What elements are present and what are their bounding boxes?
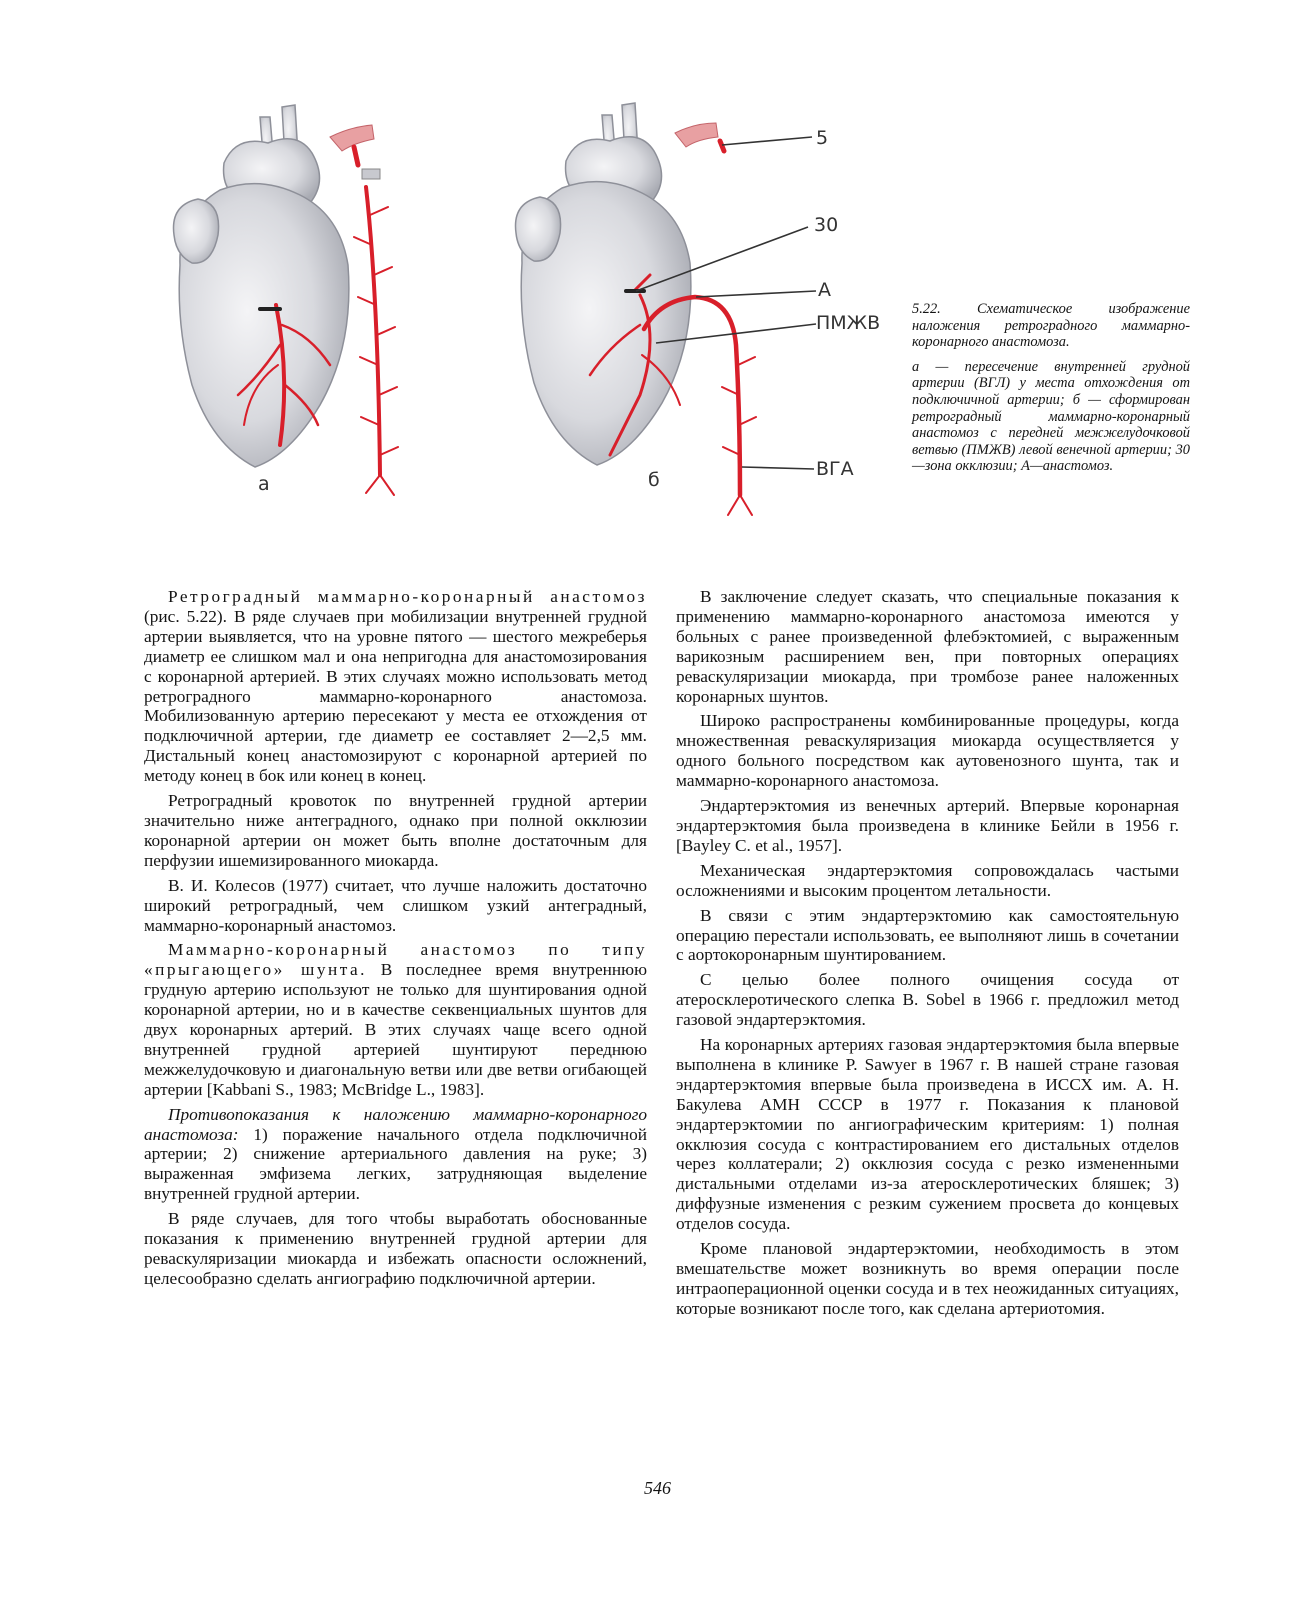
left-column bbox=[144, 587, 647, 1294]
label-5: 5 bbox=[816, 127, 829, 149]
paragraph: В заключение следует сказать, что специальные показания к применению маммарно-коронарного анастомоза имеются у больных с ранее произведенной флебэктомией, с выраженным варикозным расширением вен, при повторных операциях реваскуляризации миокарда, при тромбозе ранее наложенных коронарных шунтов. bbox=[676, 587, 1179, 706]
paragraph: Кроме плановой эндартерэктомии, необходимость в этом вмешательстве может возникнуть во время операции после интраоперационной оценки сосуда и в тех неожиданных ситуациях, которые возникают после того, как сделана артериотомия. bbox=[676, 1239, 1179, 1318]
panel-a-label: а bbox=[258, 473, 270, 495]
figure-5-22 bbox=[140, 95, 900, 525]
heart-illustration bbox=[140, 95, 900, 525]
section-heading: Ретроградный маммарно-коронарный анастомоз bbox=[168, 587, 647, 606]
internal-thoracic-artery-a bbox=[354, 147, 398, 495]
panel-b-label: б bbox=[648, 469, 660, 491]
paragraph: Противопоказания к наложению маммарно-коронарного анастомоза: 1) поражение начального отдела подключичной артерии; 2) снижение артериального давления на руке; 3) выраженная эмфизема легких, затрудняющая выделение внутренней грудной артерии. bbox=[144, 1104, 647, 1204]
figure-caption bbox=[912, 301, 1190, 475]
caption-body: а — пересечение внутренней грудной артерии (ВГЛ) у места отхождения от подключичной артерии; б — сформирован ретроградный маммарно-коронарный анастомоз с передней межжелудочковой ветвью (ПМЖВ) левой венечной артерии; 30—зона окклюзии; А—анастомоз. bbox=[912, 358, 1190, 475]
right-column bbox=[676, 587, 1179, 1324]
paragraph: Широко распространены комбинированные процедуры, когда множественная реваскуляризация миокарда осуществляется у одного больного посредством как аутовенозного шунта, так и маммарно-коронарного анастомоза. bbox=[676, 711, 1179, 791]
page-number: 546 bbox=[644, 1478, 671, 1498]
label-anastomosis: А bbox=[818, 279, 831, 301]
paragraph: Эндартерэктомия из венечных артерий. Впервые коронарная эндартерэктомия была произведена в клинике Бейли в 1956 г. [Bayley C. et al., 1957]. bbox=[676, 796, 1179, 855]
paragraph: Ретроградный маммарно-коронарный анастомоз (рис. 5.22). В ряде случаев при мобилизации внутренней грудной артерии выявляется, что на уровне пятого — шестого межреберья диаметр ее слишком мал и она непригодна для анастомозирования с коронарной артерией. В этих случаях можно использовать метод ретроградного маммарно-коронарного анастомоза. Мобилизованную артерию пересекают у места ее отхождения от подключичной артерии, где диаметр ее составляет 2—2,5 мм. Дистальный конец анастомозируют с коронарной артерией по методу конец в бок или конец в конец. bbox=[144, 587, 647, 786]
label-pmzhv: ПМЖВ bbox=[816, 312, 881, 334]
label-30: 30 bbox=[814, 214, 839, 236]
section-heading: Противопоказания к наложению маммарно-коронарного анастомоза: bbox=[144, 1104, 647, 1144]
paragraph: В связи с этим эндартерэктомию как самостоятельную операцию перестали использовать, ее выполняют лишь в сочетании с аортокоронарным шунтированием. bbox=[676, 905, 1179, 965]
heart-a bbox=[174, 105, 375, 467]
paragraph: С целью более полного очищения сосуда от атеросклеротического слепка B. Sobel в 1966 г. предложил метод газовой эндартерэктомия. bbox=[676, 970, 1179, 1030]
label-vga: ВГА bbox=[816, 458, 854, 480]
caption-title: 5.22. Схематическое изображение наложения ретроградного маммарно-коронарного анастомоза. bbox=[912, 301, 1190, 351]
section-heading: Маммарно-коронарный анастомоз по типу «прыгающего» шунта. bbox=[144, 940, 647, 980]
heart-b bbox=[516, 103, 757, 515]
paragraph: Ретроградный кровоток по внутренней грудной артерии значительно ниже антеградного, однако при полной окклюзии коронарной артерии он может быть вполне достаточным для перфузии ишемизированного миокарда. bbox=[144, 791, 647, 870]
paragraph: На коронарных артериях газовая эндартерэктомия была впервые выполнена в клинике P. Sawyer в 1967 г. В нашей стране газовая эндартерэктомия впервые была произведена в ИССХ им. А. Н. Бакулева АМН СССР в 1977 г. Показания к плановой эндартерэктомии по ангиографическим критериям: 1) полная окклюзия сосуда с контрастированием его дистальных отделов через коллатерали; 2) окклюзия сосуда с резко измененными дистальными отделами из-за атеросклеротических бляшек; 3) диффузные изменения с резким сужением просвета до концевых отделов сосуда. bbox=[676, 1035, 1179, 1234]
paragraph: В. И. Колесов (1977) считает, что лучше наложить достаточно широкий ретроградный, чем слишком узкий антеградный, маммарно-коронарный анастомоз. bbox=[144, 875, 647, 935]
paragraph: Маммарно-коронарный анастомоз по типу «прыгающего» шунта. В последнее время внутреннюю грудную артерию используют не только для шунтирования одной коронарной артерии, но и в качестве секвенциальных шунтов для двух коронарных артерий. В этих случаях чаще всего одной внутренней грудной артерией шунтируют переднюю межжелудочковую и диагональную ветви или две ветви огибающей артерии [Kabbani S., 1983; McBridge L., 1983]. bbox=[144, 940, 648, 1099]
paragraph: В ряде случаев, для того чтобы выработать обоснованные показания к применению внутренней грудной артерии для реваскуляризации миокарда и избежать опасности осложнений, целесообразно сделать ангиографию подключичной артерии. bbox=[144, 1209, 647, 1288]
paragraph: Механическая эндартерэктомия сопровождалась частыми осложнениями и высоким процентом летальности. bbox=[676, 860, 1179, 900]
